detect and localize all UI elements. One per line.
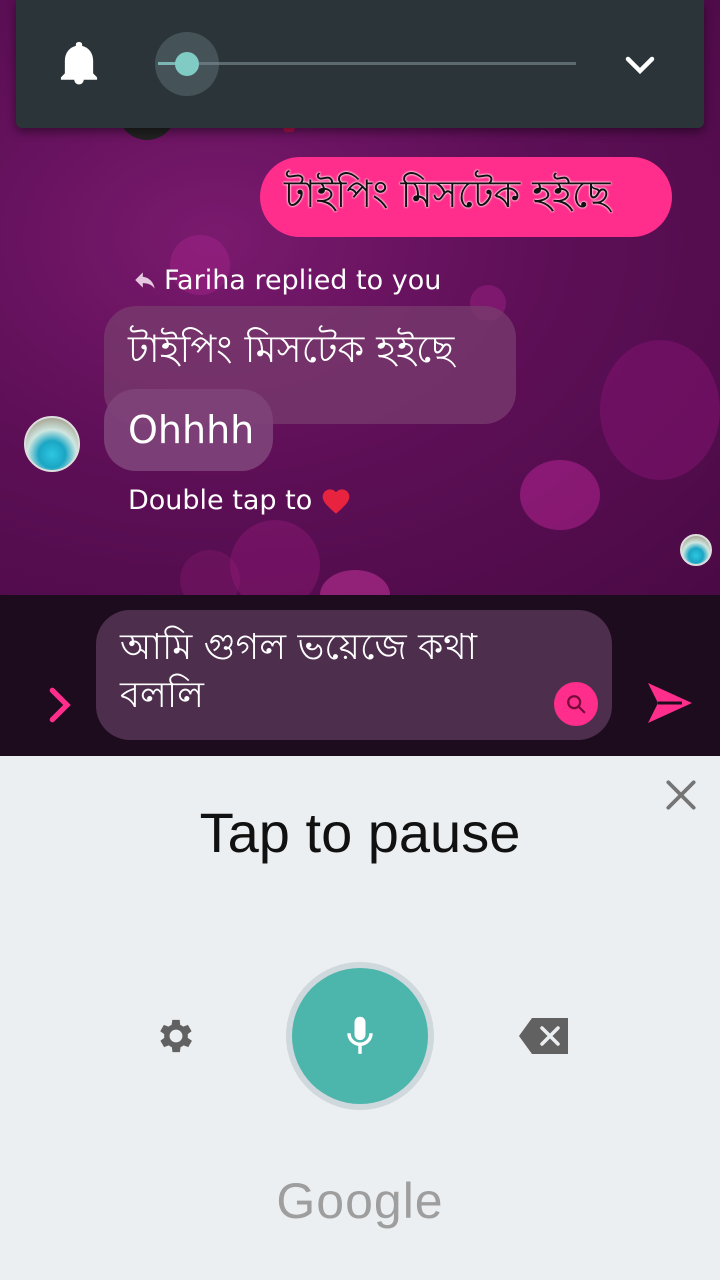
volume-panel: [16, 0, 704, 128]
heart-icon: [320, 485, 352, 515]
seen-avatar: [680, 534, 712, 566]
outgoing-message[interactable]: টাইপিং মিসটেক হইছে: [260, 157, 672, 237]
voice-status-title: Tap to pause: [199, 801, 521, 864]
contact-avatar[interactable]: [24, 416, 80, 472]
gear-icon[interactable]: [154, 1014, 198, 1058]
background-heart: [320, 570, 390, 595]
voice-input-panel: [0, 756, 720, 1280]
message-composer: [0, 595, 720, 756]
background-heart: [600, 340, 720, 480]
double-tap-hint: [128, 480, 352, 520]
microphone-icon: [343, 1014, 377, 1058]
incoming-message[interactable]: Ohhhh: [104, 389, 273, 471]
search-button[interactable]: [554, 682, 598, 726]
reply-icon: [132, 267, 158, 293]
quoted-message[interactable]: টাইপিং মিসটেক হইছে: [104, 306, 516, 424]
search-icon: [565, 693, 587, 715]
chevron-down-icon[interactable]: [622, 50, 658, 80]
reply-notice-text: Fariha replied to you: [164, 264, 442, 296]
message-input[interactable]: আমি গুগল ভয়েজে কথা বললি: [96, 610, 612, 740]
chevron-right-icon[interactable]: [44, 685, 74, 725]
background-heart: [520, 460, 600, 530]
bell-icon[interactable]: [60, 42, 98, 86]
google-logo: Google: [276, 1173, 444, 1229]
microphone-button[interactable]: [292, 968, 428, 1104]
double-tap-text: Double tap to: [128, 484, 313, 516]
volume-slider[interactable]: [144, 34, 580, 94]
background-heart: [230, 520, 320, 595]
slider-track: [158, 62, 576, 65]
send-icon[interactable]: [646, 681, 694, 725]
backspace-icon[interactable]: [518, 1016, 570, 1056]
reply-notice: [132, 262, 441, 298]
